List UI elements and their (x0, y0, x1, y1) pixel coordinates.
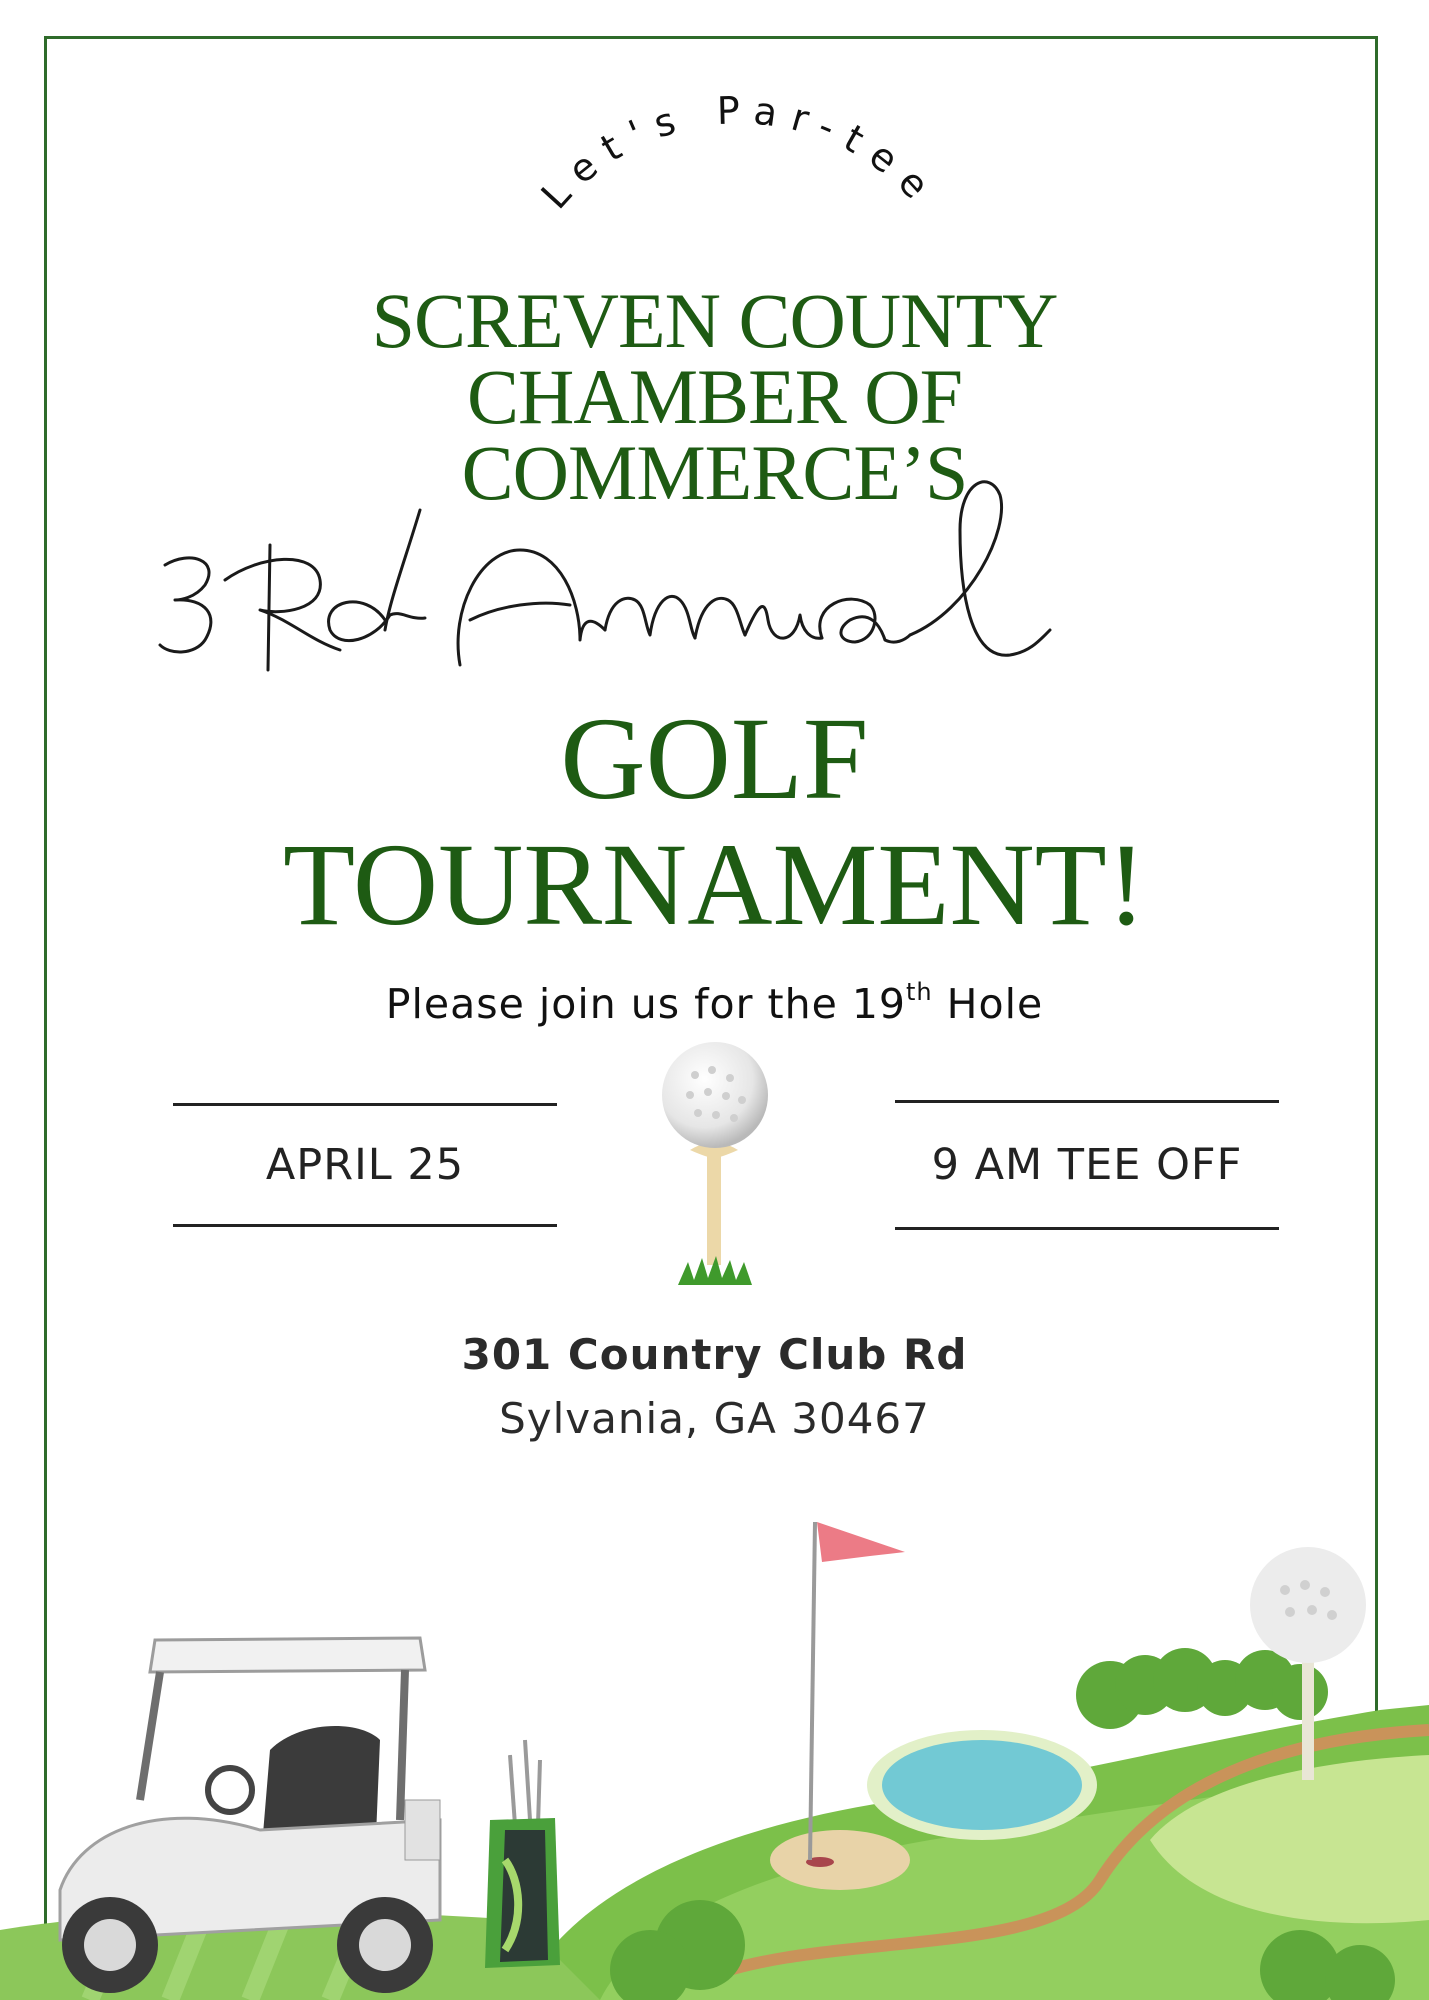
annual-script-title (150, 470, 1310, 680)
date-rule-bottom (173, 1224, 557, 1227)
golf-course-illustration (0, 1500, 1429, 2000)
event-title-line1: GOLF (560, 693, 869, 824)
invitation-text: Please join us for the 19 (385, 980, 907, 1028)
golf-bag-icon (485, 1740, 560, 1968)
org-name-line1: SCREVEN COUNTY (371, 277, 1058, 364)
pond-icon (867, 1730, 1097, 1840)
org-name-line2: CHAMBER OF (467, 353, 962, 440)
invitation-superscript: th (906, 978, 933, 1006)
org-name-line3: COMMERCE’S (461, 429, 968, 516)
tagline-arc (0, 0, 1429, 300)
invitation-line (0, 978, 1429, 1028)
time-rule-bottom (895, 1227, 1279, 1230)
golf-ball-on-tee-icon (650, 1040, 780, 1300)
address-city: Sylvania, GA 30467 (499, 1394, 930, 1443)
address-street: 301 Country Club Rd (461, 1330, 968, 1379)
invitation-text-after: Hole (932, 980, 1044, 1028)
event-time: 9 AM TEE OFF (931, 1140, 1243, 1190)
date-rule-top (173, 1103, 557, 1106)
event-title-line2: TOURNAMENT! (282, 819, 1147, 950)
tagline: Let's Par-tee (532, 88, 948, 218)
svg-text:Let's Par-tee (533, 88, 948, 217)
event-date: APRIL 25 (265, 1140, 465, 1190)
time-rule-top (895, 1100, 1279, 1103)
